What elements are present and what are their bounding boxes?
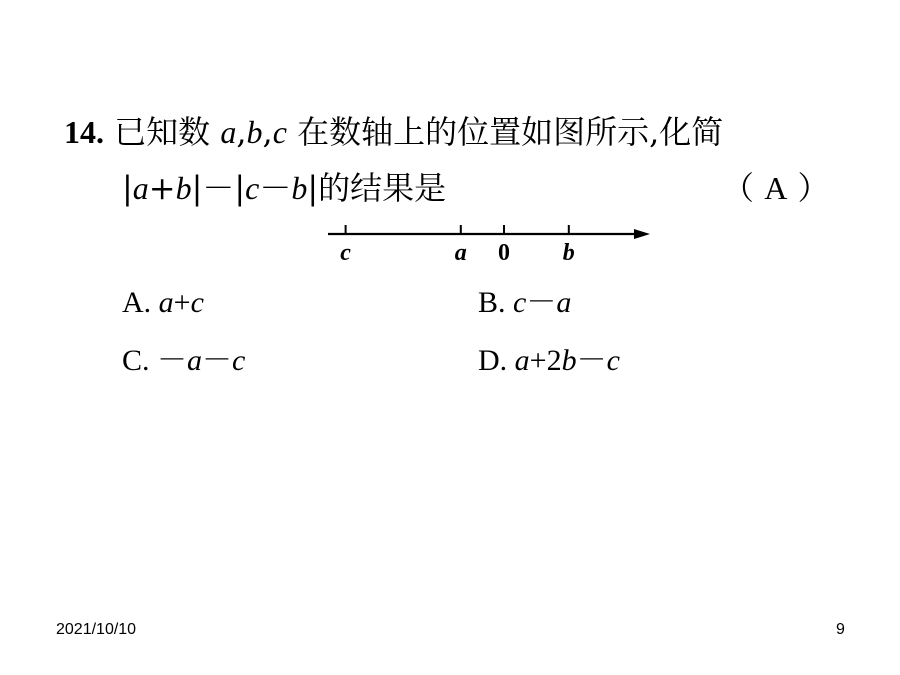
answer-parentheses bbox=[722, 168, 829, 208]
comma: , bbox=[236, 113, 247, 151]
number-line-label-c: c bbox=[340, 240, 351, 266]
option-d-letter: D. bbox=[478, 344, 508, 377]
option-c-letter: C. bbox=[122, 344, 150, 377]
option-d-part: b bbox=[561, 344, 577, 377]
question-number: 14. bbox=[64, 114, 104, 150]
option-b-part: － bbox=[526, 286, 557, 319]
answer-letter: A bbox=[764, 170, 788, 206]
option-a-part: a bbox=[158, 286, 174, 319]
question-intro: 已知数 bbox=[114, 113, 211, 151]
option-b-part: c bbox=[513, 286, 527, 319]
number-line-arrow bbox=[634, 229, 650, 239]
question-line-1-tail: 在数轴上的位置如图所示,化简 bbox=[297, 113, 724, 151]
abs-bar: | bbox=[307, 169, 319, 207]
number-line-label-b: b bbox=[562, 240, 575, 266]
option-c-part: c bbox=[232, 344, 246, 377]
option-d-part: a bbox=[514, 344, 530, 377]
paren-close: ） bbox=[797, 169, 830, 207]
option-c-part: － bbox=[157, 344, 188, 377]
expr-b: b bbox=[291, 170, 308, 206]
question-line-2-tail: 的结果是 bbox=[318, 169, 447, 207]
option-b[interactable] bbox=[478, 284, 571, 322]
expr-minus: － bbox=[202, 169, 235, 207]
option-c[interactable] bbox=[122, 342, 245, 380]
expr-a: a bbox=[132, 170, 149, 206]
expr-c: c bbox=[245, 170, 260, 206]
expr-b: b bbox=[175, 170, 192, 206]
option-a[interactable] bbox=[122, 284, 204, 322]
option-c-part: a bbox=[187, 344, 203, 377]
abs-bar: | bbox=[234, 169, 246, 207]
option-b-letter: B. bbox=[478, 286, 506, 319]
number-line-label-0: 0 bbox=[498, 240, 510, 266]
abs-bar: | bbox=[191, 169, 203, 207]
expression bbox=[122, 169, 318, 207]
comma: , bbox=[262, 113, 273, 151]
expr-minus: － bbox=[259, 169, 292, 207]
option-d-part: + bbox=[529, 344, 547, 377]
var-c: c bbox=[272, 114, 287, 150]
option-d-part: c bbox=[606, 344, 620, 377]
question-line-1 bbox=[64, 112, 723, 152]
option-d-part: － bbox=[576, 344, 607, 377]
var-b: b bbox=[246, 114, 263, 150]
var-a: a bbox=[220, 114, 237, 150]
option-d[interactable] bbox=[478, 342, 620, 380]
page-number: 9 bbox=[836, 621, 845, 638]
footer-date: 2021/10/10 bbox=[56, 621, 137, 638]
option-b-part: a bbox=[556, 286, 572, 319]
abs-bar: | bbox=[122, 169, 133, 207]
expr-plus: + bbox=[148, 169, 176, 207]
paren-open: （ bbox=[722, 169, 755, 207]
option-a-part: c bbox=[190, 286, 204, 319]
option-a-letter: A. bbox=[122, 286, 152, 319]
number-line-label-a: a bbox=[454, 240, 467, 266]
option-a-part: + bbox=[173, 286, 191, 319]
number-line bbox=[320, 218, 660, 270]
option-d-part: 2 bbox=[546, 344, 562, 377]
option-c-part: － bbox=[202, 344, 233, 377]
question-line-2 bbox=[122, 168, 446, 208]
